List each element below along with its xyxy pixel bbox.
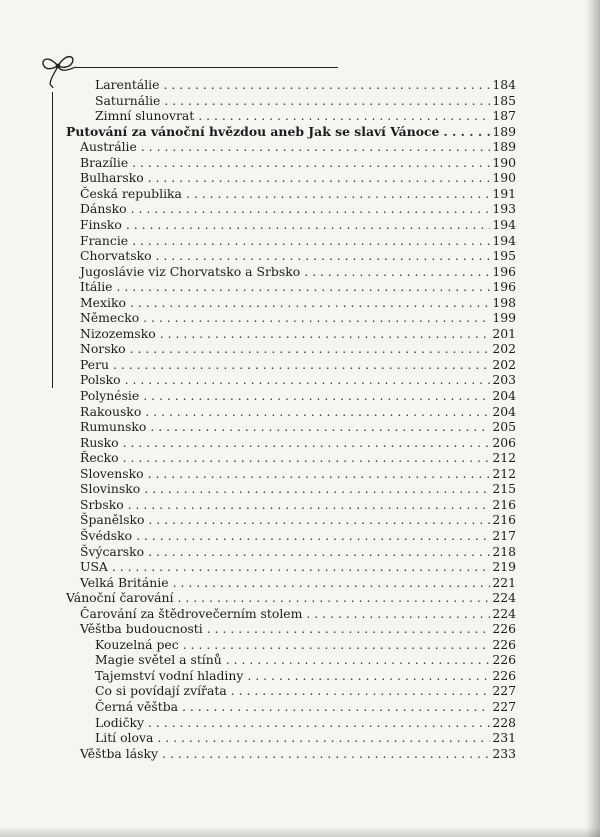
toc-entry-title: Věštba budoucnosti: [80, 621, 203, 637]
toc-entry-page-number: 226: [492, 667, 516, 683]
toc-entry-page-number: 201: [492, 325, 516, 341]
toc-entry-page-number: 226: [492, 621, 516, 637]
toc-entry: [80, 621, 516, 637]
dot-leader: [141, 139, 490, 155]
toc-entry: [80, 746, 516, 762]
toc-entry-title: Jugoslávie viz Chorvatsko a Srbsko: [80, 263, 301, 279]
toc-entry: [80, 295, 516, 311]
toc-entry-page-number: 202: [492, 356, 516, 372]
dot-leader: [145, 404, 490, 420]
toc-entry: [80, 341, 516, 357]
toc-entry: [80, 544, 516, 560]
toc-entry-title: Slovinsko: [80, 481, 141, 497]
toc-entry-title: Peru: [80, 356, 110, 372]
toc-entry: [80, 233, 516, 249]
toc-entry-page-number: 228: [492, 714, 516, 730]
toc-entry-page-number: 212: [492, 465, 516, 481]
toc-entry: [80, 575, 516, 591]
toc-entry-page-number: 219: [492, 559, 516, 575]
toc-entry: [95, 730, 516, 746]
toc-entry-title: Dánsko: [80, 201, 127, 217]
dot-leader: [125, 372, 490, 388]
toc-entry: [95, 637, 516, 653]
dot-leader: [443, 124, 490, 140]
dot-leader: [130, 341, 490, 357]
toc-entry-page-number: 217: [492, 527, 516, 543]
toc-entry-title: Čarování za štědrovečerním stolem: [80, 605, 303, 621]
dot-leader: [144, 481, 490, 497]
toc-entry-title: Slovensko: [80, 465, 144, 481]
toc-entry-page-number: 206: [492, 434, 516, 450]
toc-entry-page-number: 227: [492, 683, 516, 699]
toc-entry-title: Zimní slunovrat: [95, 108, 195, 124]
toc-entry-page-number: 190: [492, 170, 516, 186]
dot-leader: [126, 217, 490, 233]
toc-entry-title: Lití olova: [95, 730, 154, 746]
dot-leader: [150, 419, 490, 435]
dot-leader: [128, 497, 490, 513]
toc-entry-page-number: 221: [492, 574, 516, 590]
toc-entry-title: Putování za vánoční hvězdou aneb Jak se slaví Vánoce: [66, 123, 440, 139]
toc-entry: [80, 404, 516, 420]
toc-entry-page-number: 202: [492, 341, 516, 357]
toc-entry: [80, 170, 516, 186]
toc-entry: [80, 450, 516, 466]
dot-leader: [157, 730, 490, 746]
dot-leader: [178, 590, 491, 606]
dot-leader: [160, 326, 490, 342]
toc-entry-title: Mexiko: [80, 294, 126, 310]
dot-leader: [207, 621, 490, 637]
dot-leader: [131, 201, 490, 217]
toc-entry-page-number: 191: [492, 185, 516, 201]
dot-leader: [148, 466, 490, 482]
dot-leader: [148, 170, 490, 186]
toc-entry-page-number: 226: [492, 652, 516, 668]
toc-entry-title: Rakousko: [80, 403, 142, 419]
toc-entry: [80, 497, 516, 513]
dot-leader: [148, 544, 490, 560]
toc-entry-title: Německo: [80, 310, 140, 326]
toc-entry: [80, 279, 516, 295]
toc-entry: [95, 652, 516, 668]
toc-entry-page-number: 224: [492, 605, 516, 621]
toc-entry-page-number: 215: [492, 481, 516, 497]
dot-leader: [143, 310, 490, 326]
toc-entry-page-number: 216: [492, 496, 516, 512]
toc-entry-title: Rumunsko: [80, 419, 147, 435]
toc-entry-page-number: 216: [492, 512, 516, 528]
toc-entry-page-number: 193: [492, 201, 516, 217]
dot-leader: [132, 155, 490, 171]
toc-entry: [80, 372, 516, 388]
toc-entry: [95, 699, 516, 715]
page-edge-shadow: [586, 0, 600, 837]
dot-leader: [304, 264, 490, 280]
toc-entry-title: Polsko: [80, 372, 121, 388]
toc-entry: [95, 715, 516, 731]
toc-entry-title: Co si povídají zvířata: [95, 683, 227, 699]
dot-leader: [148, 715, 490, 731]
toc-entry-title: Španělsko: [80, 512, 145, 528]
toc-entry-page-number: 187: [492, 108, 516, 124]
left-rule: [52, 92, 53, 388]
dot-leader: [132, 233, 490, 249]
dot-leader: [306, 606, 490, 622]
page-bottom-shadow: [0, 827, 600, 837]
top-rule: [76, 67, 338, 68]
toc-entry: [80, 606, 516, 622]
toc-entry-title: Polynésie: [80, 388, 140, 403]
dot-leader: [164, 93, 490, 109]
toc-entry: [80, 528, 516, 544]
toc-entry-page-number: 199: [492, 310, 516, 326]
toc-entry-page-number: 227: [492, 699, 516, 714]
toc-entry: [80, 466, 516, 482]
toc-entry-title: Chorvatsko: [80, 248, 152, 264]
toc-entry-title: Česká republika: [80, 185, 182, 201]
dot-leader: [117, 279, 490, 295]
dot-leader: [113, 357, 490, 373]
toc-entry-title: Itálie: [80, 279, 113, 295]
dot-leader: [231, 683, 490, 699]
toc-entry-page-number: 233: [492, 745, 516, 761]
toc-entry: [80, 512, 516, 528]
toc-entry-title: Řecko: [80, 450, 119, 466]
toc-entry: [95, 668, 516, 684]
toc-entry-page-number: 196: [492, 263, 516, 279]
dot-leader: [112, 559, 490, 575]
toc-entry: [80, 559, 516, 575]
toc-entry-page-number: 185: [492, 92, 516, 108]
dot-leader: [130, 295, 490, 311]
toc-entry-title: Francie: [80, 232, 129, 248]
toc-entry-title: Kouzelná pec: [95, 636, 179, 652]
toc-entry-page-number: 190: [492, 154, 516, 170]
toc-entry: [80, 186, 516, 202]
dot-leader: [186, 186, 490, 202]
dot-leader: [163, 77, 490, 93]
toc-entry-page-number: 204: [492, 388, 516, 403]
toc-entry-title: Srbsko: [80, 496, 124, 512]
toc-entry: [80, 310, 516, 326]
toc-entry-page-number: 195: [492, 248, 516, 264]
toc-entry-title: Švédsko: [80, 527, 133, 543]
toc-entry-page-number: 194: [492, 216, 516, 232]
toc-entry: [80, 201, 516, 217]
toc-entry-title: Vánoční čarování: [66, 590, 174, 606]
dot-leader: [123, 435, 490, 451]
dot-leader: [143, 388, 490, 404]
toc-entry-title: Finsko: [80, 216, 122, 232]
toc-entry-title: Magie světel a stínů: [95, 652, 222, 668]
toc-entry-title: USA: [80, 559, 108, 575]
toc-entry-page-number: 196: [492, 279, 516, 295]
toc-entry-title: Larentálie: [95, 77, 160, 92]
toc-entry-title: Brazílie: [80, 154, 129, 170]
bow-ornament-icon: [36, 46, 80, 88]
toc-entry-page-number: 194: [492, 232, 516, 248]
toc-entry: [95, 93, 516, 109]
toc-entry: [66, 590, 516, 606]
toc-entry: [80, 326, 516, 342]
toc-entry-title: Nizozemsko: [80, 325, 156, 341]
toc-entry: [66, 124, 516, 140]
toc-entry: [80, 357, 516, 373]
toc-entry-title: Švýcarsko: [80, 543, 145, 559]
toc-entry-title: Tajemství vodní hladiny: [95, 667, 244, 683]
toc-entry: [80, 248, 516, 264]
toc-entry-page-number: 184: [492, 77, 516, 92]
toc-entry: [80, 139, 516, 155]
dot-leader: [183, 637, 490, 653]
toc-entry-title: Lodičky: [95, 714, 145, 730]
dot-leader: [123, 450, 490, 466]
toc-entry-page-number: 205: [492, 419, 516, 435]
toc-entry: [95, 108, 516, 124]
toc-entry-page-number: 203: [492, 372, 516, 388]
dot-leader: [182, 699, 490, 715]
toc-entry-title: Austrálie: [80, 139, 137, 155]
dot-leader: [173, 575, 490, 591]
toc-entry: [95, 77, 516, 93]
toc-entry: [80, 264, 516, 280]
dot-leader: [247, 668, 490, 684]
toc-entry-title: Velká Británie: [80, 574, 169, 590]
toc-entry-page-number: 189: [492, 123, 516, 139]
toc-entry-title: Bulharsko: [80, 170, 144, 186]
toc-entry: [80, 481, 516, 497]
toc-entry-page-number: 231: [492, 730, 516, 746]
toc-entry: [80, 419, 516, 435]
toc-entry-page-number: 204: [492, 403, 516, 419]
toc-entry-title: Věštba lásky: [80, 745, 158, 761]
toc-entry-page-number: 189: [492, 139, 516, 155]
toc-entry-title: Černá věštba: [95, 699, 179, 714]
toc-entry: [80, 435, 516, 451]
dot-leader: [226, 652, 490, 668]
toc-entry-title: Saturnálie: [95, 92, 161, 108]
toc-entry: [80, 217, 516, 233]
dot-leader: [148, 512, 490, 528]
toc-entry: [80, 155, 516, 171]
toc-entry: [80, 388, 516, 404]
dot-leader: [162, 746, 490, 762]
toc-entry-title: Norsko: [80, 341, 126, 357]
toc-entry-page-number: 226: [492, 636, 516, 652]
toc-entry-page-number: 212: [492, 450, 516, 466]
toc-entry-title: Rusko: [80, 434, 119, 450]
dot-leader: [136, 528, 490, 544]
toc-entry-page-number: 218: [492, 543, 516, 559]
dot-leader: [156, 248, 490, 264]
dot-leader: [198, 108, 490, 124]
toc-entry-page-number: 224: [492, 590, 516, 606]
toc-entry-page-number: 198: [492, 294, 516, 310]
toc-entry: [95, 683, 516, 699]
